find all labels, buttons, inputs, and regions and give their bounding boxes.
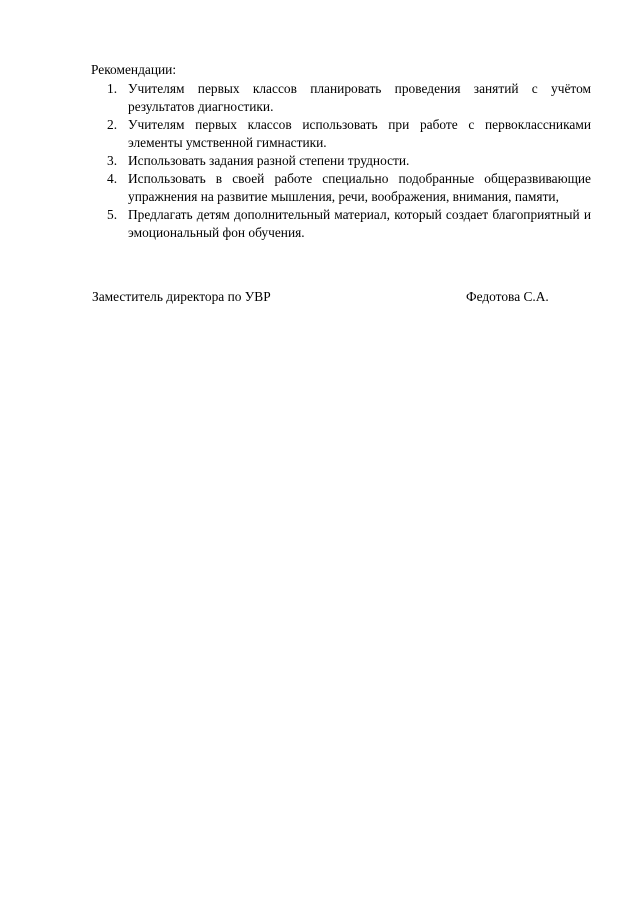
list-item-number: 1. (107, 81, 118, 96)
list-item-number: 5. (107, 207, 118, 222)
list-item (91, 170, 591, 206)
list-item-number: 2. (107, 117, 118, 132)
list-item-text: Использовать в своей работе специально подобранные общеразвивающие упражнения на развитие мышления, речи, воображения, внимания, памяти, (128, 171, 591, 204)
list-item (91, 80, 591, 116)
recommendations-heading: Рекомендации: (91, 62, 177, 77)
list-item-text: Учителям первых классов планировать проведения занятий с учётом результатов диагностики. (128, 81, 591, 114)
list-item (91, 152, 591, 170)
list-item (91, 116, 591, 152)
signature-name: Федотова С.А. (466, 289, 549, 304)
list-item-number: 4. (107, 171, 118, 186)
list-item-text: Учителям первых классов использовать при работе с первоклассниками элементы умственной гимнастики. (128, 117, 591, 150)
signature-role: Заместитель директора по УВР (92, 289, 271, 304)
list-item-number: 3. (107, 153, 118, 168)
list-item-text: Использовать задания разной степени трудности. (128, 153, 410, 168)
list-item (91, 206, 591, 242)
recommendations-list (91, 80, 591, 242)
list-item-text: Предлагать детям дополнительный материал, который создает благоприятный и эмоциональный фон обучения. (128, 207, 591, 240)
